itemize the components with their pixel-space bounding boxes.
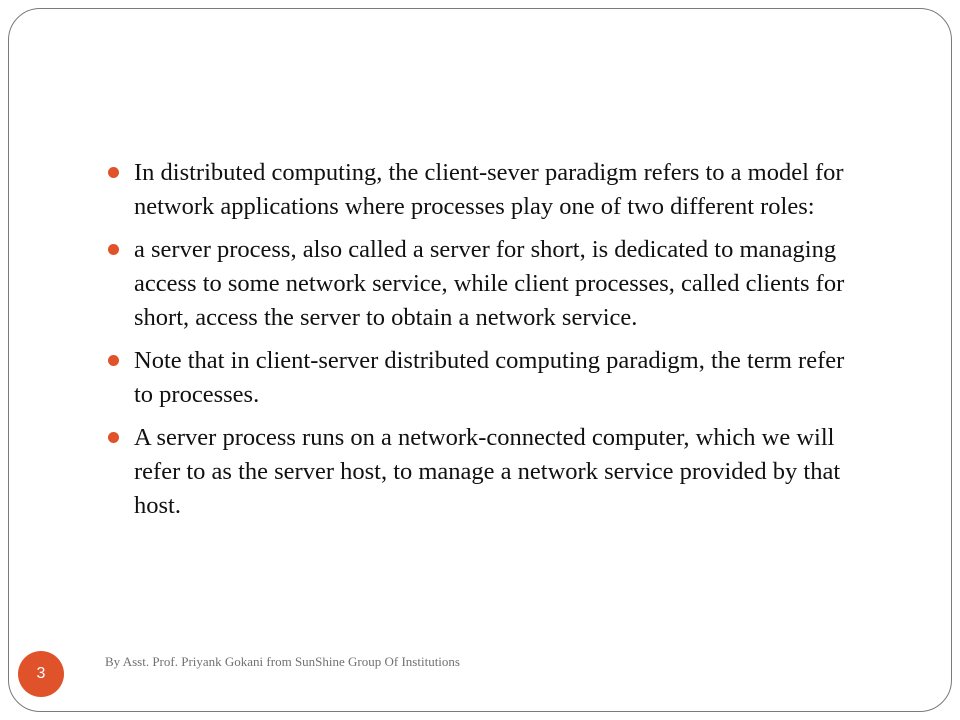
bullet-text: In distributed computing, the client-sever paradigm refers to a model for network applications where processes play one of two different roles: <box>134 159 844 220</box>
footer-credit: By Asst. Prof. Priyank Gokani from SunShine Group Of Institutions <box>105 654 460 669</box>
bullet-text: Note that in client-server distributed computing paradigm, the term refer to processes. <box>134 347 845 408</box>
bullet-dot-icon <box>108 244 119 255</box>
bullet-item <box>104 344 864 412</box>
bullet-text: a server process, also called a server for short, is dedicated to managing access to some network service, while client processes, called clients for short, access the server to obtain a network service. <box>134 236 845 331</box>
bullet-list <box>104 156 864 532</box>
page-number-badge: 3 <box>18 651 64 697</box>
bullet-dot-icon <box>108 167 119 178</box>
bullet-dot-icon <box>108 355 119 366</box>
bullet-text: A server process runs on a network-connected computer, which we will refer to as the server host, to manage a network service provided by that host. <box>134 424 841 519</box>
bullet-dot-icon <box>108 432 119 443</box>
bullet-item <box>104 156 864 224</box>
bullet-item <box>104 233 864 335</box>
bullet-item <box>104 421 864 523</box>
